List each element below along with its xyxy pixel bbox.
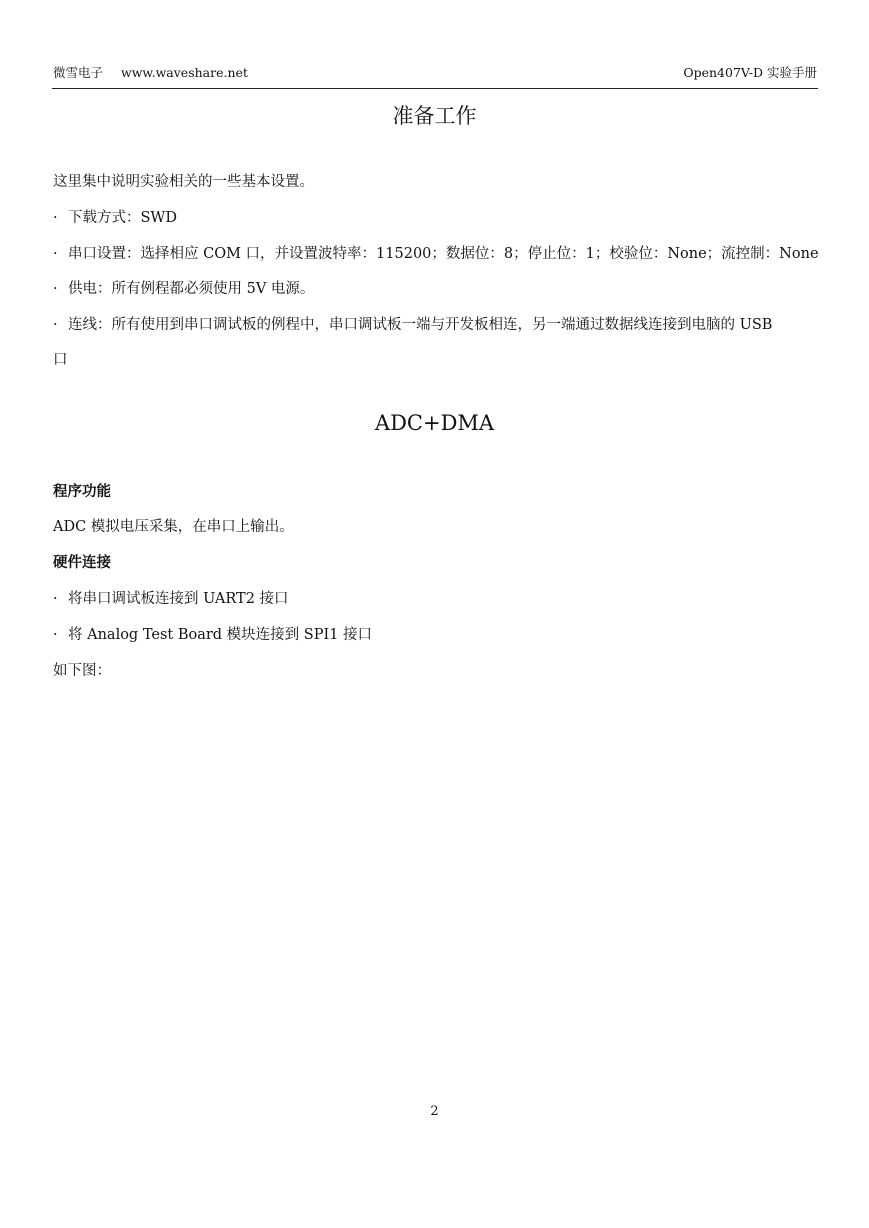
bullet: · — [53, 627, 58, 643]
wiring-text-line1: 连线：所有使用到串口调试板的例程中，串口调试板一端与开发板相连，另一端通过数据线连接到电脑的 USB — [68, 317, 773, 333]
manual-title: Open407V-D 实验手册 — [683, 65, 817, 80]
download-text: 下载方式：SWD — [68, 210, 177, 226]
list-item-download — [53, 206, 177, 227]
page-header — [52, 62, 818, 89]
list-item-wiring — [53, 313, 772, 334]
page-number: 2 — [430, 1104, 439, 1119]
bullet: · — [53, 246, 58, 262]
company-name: 微雪电子 — [53, 65, 104, 80]
list-item-spi1 — [53, 623, 372, 644]
section-title-preparation: 准备工作 — [392, 104, 477, 128]
list-item-serial — [53, 242, 819, 263]
section-title-adc-dma: ADC+DMA — [374, 411, 495, 435]
bullet: · — [53, 317, 58, 333]
bullet: · — [53, 210, 58, 226]
function-text: ADC 模拟电压采集，在串口上输出。 — [53, 519, 294, 535]
serial-text: 串口设置：选择相应 COM 口，并设置波特率：115200；数据位：8；停止位：1；校验位：None；流控制：None — [68, 246, 819, 262]
hw-item2-text: 将 Analog Test Board 模块连接到 SPI1 接口 — [68, 627, 373, 643]
power-text: 供电：所有例程都必须使用 5V 电源。 — [68, 281, 315, 297]
list-item-power — [53, 277, 314, 298]
website-link[interactable]: www.waveshare.net — [121, 65, 248, 80]
figure-intro: 如下图： — [53, 663, 111, 679]
hw-item1-text: 将串口调试板连接到 UART2 接口 — [68, 591, 289, 607]
heading-program-function: 程序功能 — [53, 484, 111, 500]
wiring-text-line2: 口 — [53, 352, 68, 368]
heading-hardware-connection: 硬件连接 — [53, 555, 111, 571]
bullet: · — [53, 281, 58, 297]
header-left — [53, 63, 248, 81]
prep-intro: 这里集中说明实验相关的一些基本设置。 — [53, 174, 314, 190]
list-item-uart2 — [53, 587, 289, 608]
bullet: · — [53, 591, 58, 607]
